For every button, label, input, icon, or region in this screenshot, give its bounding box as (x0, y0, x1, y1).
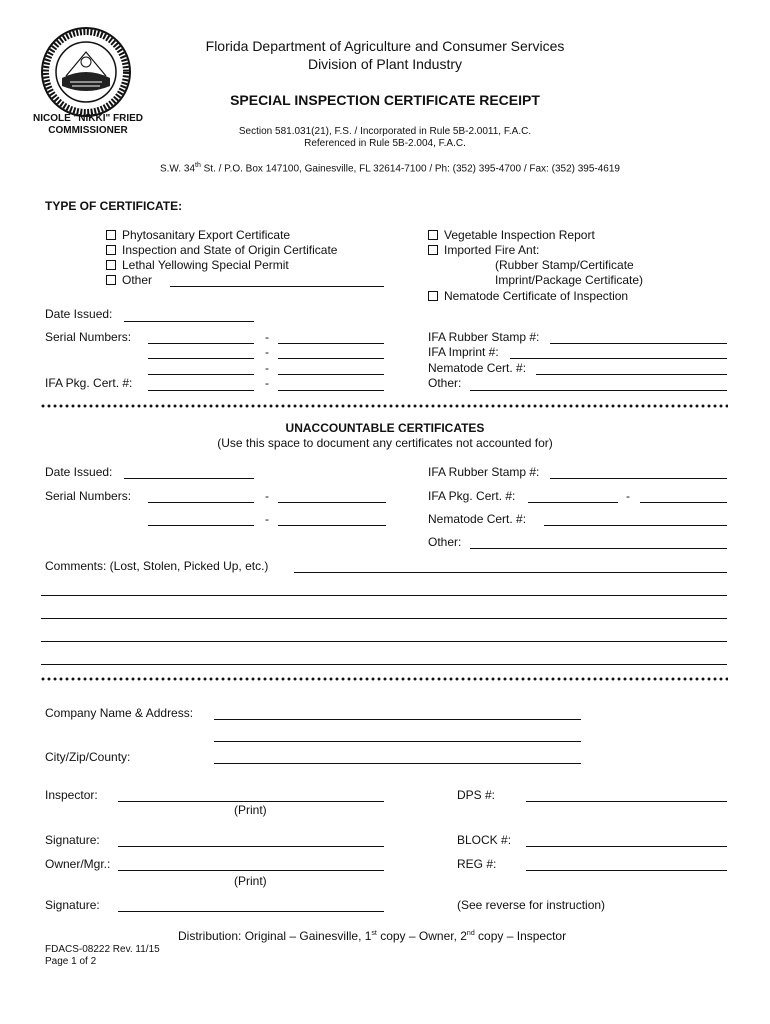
section-divider (40, 404, 728, 408)
nematode-cert-field[interactable] (536, 374, 727, 375)
option-other[interactable] (106, 273, 152, 287)
unacc-serial-to-1[interactable] (278, 502, 386, 503)
commissioner-name: NICOLE "NIKKI" FRIED (32, 113, 144, 124)
unaccountable-heading: UNACCOUNTABLE CERTIFICATES (285, 421, 485, 435)
dash: - (265, 376, 269, 390)
ifa-pkg-from-field[interactable] (148, 390, 254, 391)
serial-from-field-1[interactable] (148, 343, 254, 344)
print-note: (Print) (234, 803, 267, 817)
ifa-pkg-to-field[interactable] (278, 390, 384, 391)
reg-label: REG #: (457, 857, 497, 871)
comments-field-2[interactable] (41, 595, 727, 596)
address-pre: S.W. 34 (159, 163, 195, 175)
dist-sup-1: st (371, 930, 377, 937)
checkbox[interactable] (428, 291, 438, 301)
comments-field-3[interactable] (41, 618, 727, 619)
option-label: Other (122, 273, 153, 287)
reg-field[interactable] (526, 870, 727, 871)
inspector-signature-field[interactable] (118, 846, 384, 847)
inspector-field[interactable] (118, 801, 384, 802)
dash: - (265, 489, 269, 503)
serial-numbers-label: Serial Numbers: (45, 330, 132, 344)
checkbox[interactable] (106, 230, 116, 240)
unacc-serial-from-1[interactable] (148, 502, 254, 503)
other-label: Other: (428, 376, 462, 390)
dist-sup-2: nd (466, 930, 475, 937)
inspector-label: Inspector: (45, 788, 98, 802)
type-heading: TYPE OF CERTIFICATE: (45, 199, 183, 213)
ifa-imprint-label: IFA Imprint #: (428, 345, 499, 359)
owner-signature-field[interactable] (118, 911, 384, 912)
dist-pre: Distribution: Original – Gainesville, 1 (178, 929, 372, 943)
other-field[interactable] (470, 390, 727, 391)
serial-to-field-2[interactable] (278, 358, 384, 359)
unacc-ifa-rubber-field[interactable] (550, 478, 727, 479)
print-note: (Print) (234, 874, 267, 888)
see-reverse-note: (See reverse for instruction) (457, 898, 606, 912)
section-divider (40, 677, 728, 681)
rule-reference: Referenced in Rule 5B-2.004, F.A.C. (304, 138, 466, 149)
option-fire-ant[interactable] (428, 243, 539, 257)
unacc-ifa-pkg-label: IFA Pkg. Cert. #: (428, 489, 516, 503)
checkbox[interactable] (106, 260, 116, 270)
unacc-nematode-label: Nematode Cert. #: (428, 512, 527, 526)
dps-label: DPS #: (457, 788, 496, 802)
comments-field-4[interactable] (41, 641, 727, 642)
other-type-field[interactable] (170, 286, 384, 287)
dash: - (265, 361, 269, 375)
section-reference: Section 581.031(21), F.S. / Incorporated in Rule 5B-2.0011, F.A.C. (238, 126, 532, 137)
owner-field[interactable] (118, 870, 384, 871)
unacc-serial-label: Serial Numbers: (45, 489, 132, 503)
page-number: Page 1 of 2 (45, 956, 97, 967)
commissioner-title: COMMISSIONER (48, 125, 128, 136)
city-label: City/Zip/County: (45, 750, 131, 764)
dash: - (265, 512, 269, 526)
unacc-ifa-rubber-label: IFA Rubber Stamp #: (428, 465, 540, 479)
date-issued-field[interactable] (124, 321, 254, 322)
fire-ant-note-1: (Rubber Stamp/Certificate (495, 258, 634, 272)
serial-to-field-1[interactable] (278, 343, 384, 344)
unacc-serial-from-2[interactable] (148, 525, 254, 526)
comments-label: Comments: (Lost, Stolen, Picked Up, etc.) (45, 559, 269, 573)
ifa-rubber-field[interactable] (550, 343, 727, 344)
ifa-pkg-label: IFA Pkg. Cert. #: (45, 376, 133, 390)
ifa-imprint-field[interactable] (510, 358, 727, 359)
serial-from-field-3[interactable] (148, 374, 254, 375)
option-nematode[interactable] (428, 289, 628, 303)
city-field[interactable] (214, 763, 581, 764)
checkbox[interactable] (428, 230, 438, 240)
unacc-date-label: Date Issued: (45, 465, 113, 479)
owner-signature-label: Signature: (45, 898, 100, 912)
option-phytosanitary[interactable] (106, 228, 290, 242)
block-label: BLOCK #: (457, 833, 512, 847)
address-post: St. / P.O. Box 147100, Gainesville, FL 32614-7100 / Ph: (352) 395-4700 / Fax: (352) 395-4619 (200, 163, 620, 175)
owner-label: Owner/Mgr.: (45, 857, 111, 871)
dist-mid: copy – Owner, 2 (376, 929, 467, 943)
dash: - (265, 345, 269, 359)
dist-post: copy – Inspector (474, 929, 567, 943)
option-label: Phytosanitary Export Certificate (122, 228, 291, 242)
comments-field-1[interactable] (294, 572, 727, 573)
serial-from-field-2[interactable] (148, 358, 254, 359)
unacc-ifa-pkg-from[interactable] (528, 502, 618, 503)
block-field[interactable] (526, 846, 727, 847)
checkbox[interactable] (106, 275, 116, 285)
company-label: Company Name & Address: (45, 706, 194, 720)
page-title: SPECIAL INSPECTION CERTIFICATE RECEIPT (230, 92, 540, 108)
inspector-signature-label: Signature: (45, 833, 100, 847)
dash: - (626, 489, 630, 503)
form-number: FDACS-08222 Rev. 11/15 (45, 944, 160, 955)
option-label: Vegetable Inspection Report (444, 228, 595, 242)
department-seal (40, 26, 132, 118)
option-lethal-yellowing[interactable] (106, 258, 289, 272)
unaccountable-subheading: (Use this space to document any certificates not accounted for) (217, 436, 553, 450)
checkbox[interactable] (106, 245, 116, 255)
serial-to-field-3[interactable] (278, 374, 384, 375)
unacc-other-field[interactable] (470, 548, 727, 549)
dash: - (265, 330, 269, 344)
division-name: Division of Plant Industry (307, 56, 463, 72)
address-sup: th (195, 162, 201, 169)
unacc-ifa-pkg-to[interactable] (640, 502, 727, 503)
option-label: Lethal Yellowing Special Permit (122, 258, 289, 272)
fire-ant-note-2: Imprint/Package Certificate) (495, 273, 644, 287)
checkbox[interactable] (428, 245, 438, 255)
date-issued-label: Date Issued: (45, 307, 113, 321)
unacc-serial-to-2[interactable] (278, 525, 386, 526)
ifa-rubber-label: IFA Rubber Stamp #: (428, 330, 540, 344)
unacc-other-label: Other: (428, 535, 462, 549)
dps-field[interactable] (526, 801, 727, 802)
comments-field-5[interactable] (41, 664, 727, 665)
company-field-2[interactable] (214, 741, 581, 742)
nematode-cert-label: Nematode Cert. #: (428, 361, 527, 375)
option-inspection-origin[interactable] (106, 243, 337, 257)
unacc-date-field[interactable] (124, 478, 254, 479)
contact-address (80, 162, 700, 174)
distribution-note (178, 929, 566, 943)
unacc-nematode-field[interactable] (544, 525, 727, 526)
option-vegetable[interactable] (428, 228, 595, 242)
option-label: Inspection and State of Origin Certificate (122, 243, 338, 257)
option-label: Nematode Certificate of Inspection (444, 289, 629, 303)
option-label: Imported Fire Ant: (444, 243, 540, 257)
company-field-1[interactable] (214, 719, 581, 720)
department-name: Florida Department of Agriculture and Consumer Services (205, 38, 565, 54)
